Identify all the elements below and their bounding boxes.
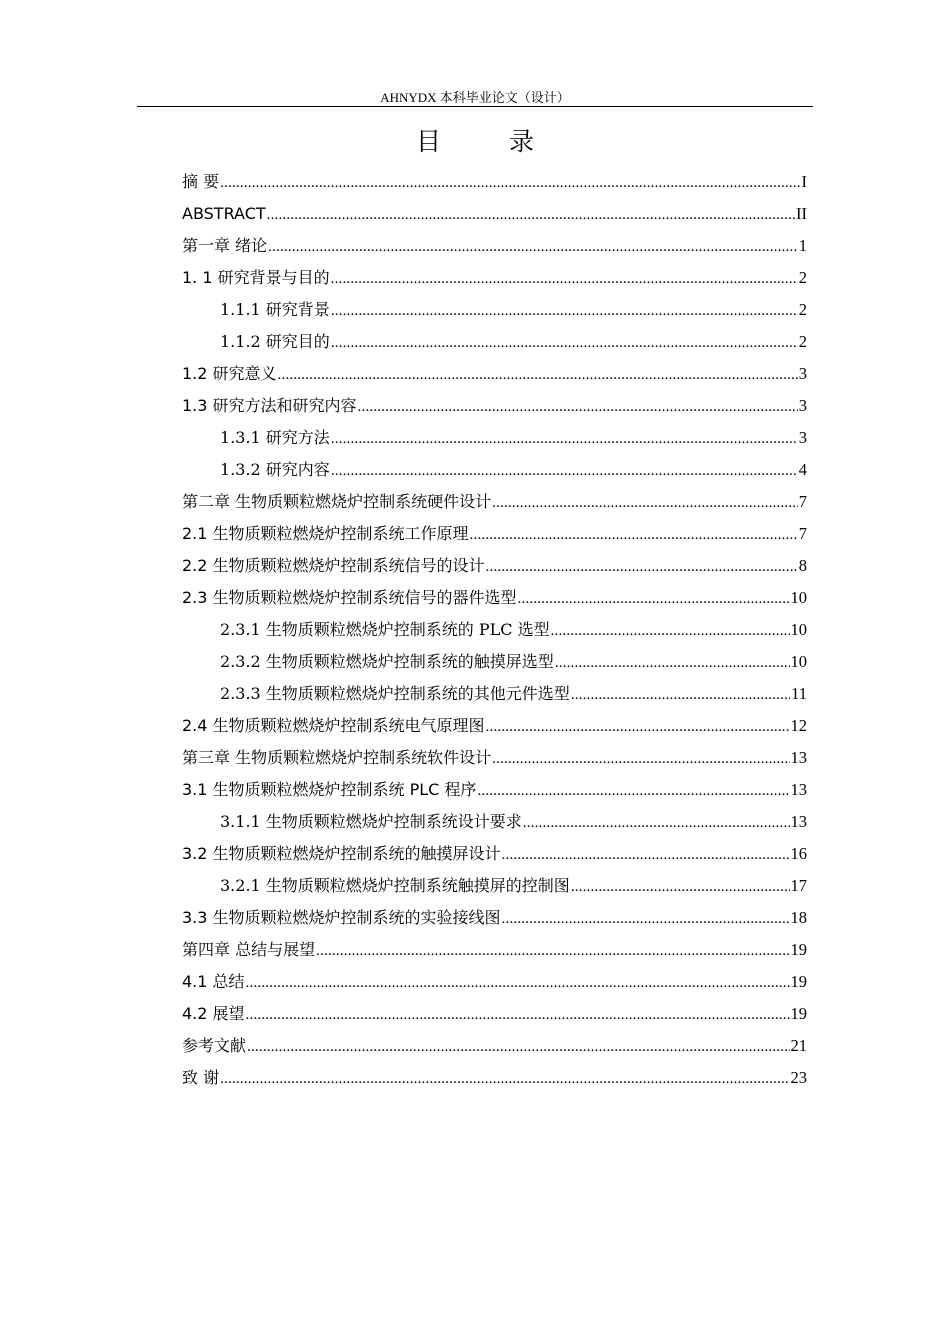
toc-entry[interactable] [182,518,807,550]
toc-entry-label: 2.1 生物质颗粒燃烧炉控制系统工作原理 [182,524,469,543]
toc-page-number: 19 [790,1004,807,1023]
toc-page-number: 21 [790,1036,807,1055]
toc-entry-label: 3.1.1 生物质颗粒燃烧炉控制系统设计要求 [220,812,522,831]
toc-entry[interactable] [182,1062,807,1094]
toc-entry-label: 3.2 生物质颗粒燃烧炉控制系统的触摸屏设计 [182,844,501,863]
toc-page-number: 2 [798,332,807,351]
toc-page-number: 18 [790,908,807,927]
toc-dot-leader [502,839,790,871]
toc-page-number: 16 [790,844,807,863]
toc-entry[interactable] [182,838,807,870]
toc-entry[interactable] [182,390,807,422]
toc-dot-leader [571,871,790,903]
toc-dot-leader [331,295,798,327]
toc-entry-label: ABSTRACT [182,204,266,223]
toc-dot-leader [486,711,790,743]
toc-page-number: 2 [798,268,807,287]
toc-dot-leader [268,231,798,263]
toc-dot-leader [267,199,795,231]
toc-entry-label: 2.3.1 生物质颗粒燃烧炉控制系统的 PLC 选型 [220,620,550,639]
toc-page-number: 2 [798,300,807,319]
toc-subentry[interactable] [182,806,807,838]
toc-entry[interactable] [182,934,807,966]
toc-entry-label: 第四章 总结与展望 [182,940,316,959]
toc-dot-leader [247,1031,789,1063]
toc-dot-leader [220,167,800,199]
toc-entry-label: 1.1.2 研究目的 [220,332,330,351]
toc-page-number: 7 [798,524,807,543]
toc-entry[interactable] [182,550,807,582]
toc-subentry[interactable] [182,422,807,454]
toc-entry[interactable] [182,902,807,934]
toc-page-number: 23 [790,1068,807,1087]
toc-dot-leader [316,935,789,967]
toc-dot-leader [278,359,798,391]
toc-subentry[interactable] [182,614,807,646]
toc-entry-label: 3.2.1 生物质颗粒燃烧炉控制系统触摸屏的控制图 [220,876,570,895]
toc-entry-label: 第三章 生物质颗粒燃烧炉控制系统软件设计 [182,748,492,767]
toc-dot-leader [331,423,798,455]
toc-page-number: 19 [790,972,807,991]
toc-dot-leader [518,583,790,615]
toc-subentry[interactable] [182,454,807,486]
toc-entry-label: 2.3.3 生物质颗粒燃烧炉控制系统的其他元件选型 [220,684,570,703]
toc-dot-leader [470,519,798,551]
toc-page-number: 13 [790,780,807,799]
toc-entry[interactable] [182,230,807,262]
toc-entry-label: 1. 1 研究背景与目的 [182,268,330,287]
toc-entry-label: 3.1 生物质颗粒燃烧炉控制系统 PLC 程序 [182,780,477,799]
toc-entry[interactable] [182,742,807,774]
toc-page-number: 10 [790,620,807,639]
toc-dot-leader [486,551,798,583]
toc-dot-leader [492,743,789,775]
toc-page-number: I [801,172,807,191]
toc-page-number: 11 [791,684,807,703]
toc-dot-leader [331,327,798,359]
toc-entry-label: 1.3.2 研究内容 [220,460,330,479]
toc-entry-label: 摘 要 [182,172,220,191]
toc-entry-label: 2.4 生物质颗粒燃烧炉控制系统电气原理图 [182,716,485,735]
toc-dot-leader [502,903,790,935]
toc-page-number: 3 [798,396,807,415]
toc-entry-label: 第二章 生物质颗粒燃烧炉控制系统硬件设计 [182,492,492,511]
toc-dot-leader [571,679,790,711]
toc-entry-label: 致 谢 [182,1068,220,1087]
toc-dot-leader [555,647,790,679]
toc-entry[interactable] [182,166,807,198]
toc-entry-label: 参考文献 [182,1036,247,1055]
toc-entry-label: 1.3.1 研究方法 [220,428,330,447]
toc-entry-label: 2.3 生物质颗粒燃烧炉控制系统信号的器件选型 [182,588,517,607]
toc-entry-label: 1.2 研究意义 [182,364,277,383]
toc-dot-leader [477,775,789,807]
toc-dot-leader [358,391,798,423]
toc-page-number: II [796,204,807,223]
toc-subentry[interactable] [182,294,807,326]
toc-entry-label: 2.3.2 生物质颗粒燃烧炉控制系统的触摸屏选型 [220,652,554,671]
header-rule [137,106,813,107]
toc-entry[interactable] [182,262,807,294]
toc-dot-leader [523,807,790,839]
toc-page-number: 10 [790,652,807,671]
toc-entry[interactable] [182,1030,807,1062]
toc-subentry[interactable] [182,646,807,678]
toc-entry-label: 1.3 研究方法和研究内容 [182,396,357,415]
toc-page-number: 4 [798,460,807,479]
toc-page-number: 17 [790,876,807,895]
toc-subentry[interactable] [182,678,807,710]
toc-entry-label: 1.1.1 研究背景 [220,300,330,319]
toc-entry-label: 2.2 生物质颗粒燃烧炉控制系统信号的设计 [182,556,485,575]
toc-dot-leader [331,455,798,487]
toc-page-number: 8 [798,556,807,575]
toc-dot-leader [331,263,798,295]
toc-page-number: 10 [790,588,807,607]
toc-entry-label: 4.2 展望 [182,1004,245,1023]
toc-page-number: 13 [790,812,807,831]
toc-subentry[interactable] [182,326,807,358]
toc-dot-leader [246,999,790,1031]
toc-entry-label: 3.3 生物质颗粒燃烧炉控制系统的实验接线图 [182,908,501,927]
toc-page-number: 13 [790,748,807,767]
running-header: AHNYDX 本科毕业论文（设计） [380,90,570,105]
toc-page-number: 1 [798,236,807,255]
toc-entry[interactable] [182,774,807,806]
toc-dot-leader [492,487,798,519]
toc-dot-leader [246,967,790,999]
toc-entry[interactable] [182,582,807,614]
toc-page-number: 3 [798,364,807,383]
table-of-contents [182,166,807,1094]
toc-entry[interactable] [182,358,807,390]
toc-title: 目 录 [416,127,564,156]
toc-page-number: 7 [798,492,807,511]
toc-entry-label: 第一章 绪论 [182,236,268,255]
toc-subentry[interactable] [182,870,807,902]
toc-entry[interactable] [182,486,807,518]
toc-dot-leader [551,615,790,647]
toc-page-number: 19 [790,940,807,959]
toc-entry[interactable] [182,710,807,742]
toc-dot-leader [220,1063,789,1095]
toc-entry[interactable] [182,966,807,998]
toc-entry-label: 4.1 总结 [182,972,245,991]
toc-entry[interactable] [182,198,807,230]
toc-entry[interactable] [182,998,807,1030]
toc-page-number: 3 [798,428,807,447]
toc-page-number: 12 [790,716,807,735]
